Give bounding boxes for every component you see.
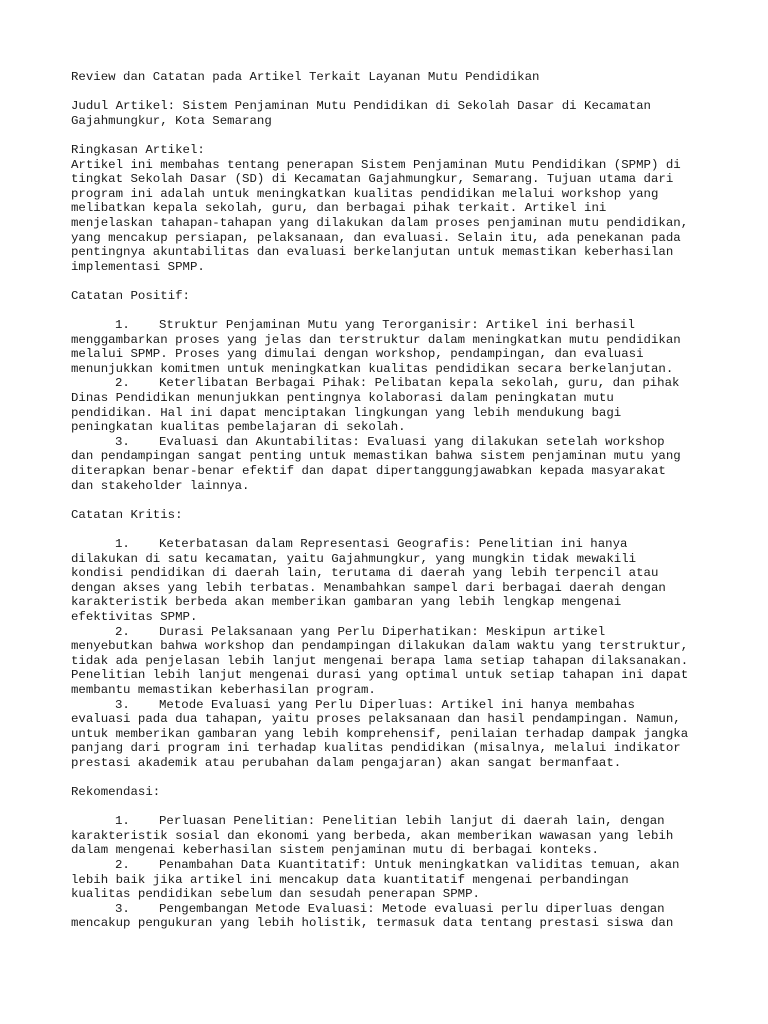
kritis-item-line: karakteristik berbeda akan memberikan gambaran yang lebih lengkap mengenai: [71, 595, 622, 610]
rekomendasi-item-line: mencakup pengukuran yang lebih holistik, termasuk data tentang prestasi siswa dan: [71, 916, 674, 931]
spacer: [71, 522, 711, 537]
rekomendasi-item-first-line: [71, 858, 711, 873]
positif-item-first-line: [71, 435, 711, 450]
positif-item-first-line: [71, 376, 711, 391]
kritis-item-number: 3.: [115, 697, 130, 712]
positif-item-first-line: [71, 318, 711, 333]
spacer: [71, 304, 711, 319]
spacer: [71, 274, 711, 289]
kritis-item-first-line: [71, 537, 711, 552]
positif-item-line: dan pendampingan sangat penting untuk memastikan bahwa sistem penjaminan mutu yang: [71, 449, 681, 464]
positif-item-number: 3.: [115, 434, 130, 449]
ringkasan-line: menjelaskan tahapan-tahapan yang dilakukan dalam proses penjaminan mutu pendidikan,: [71, 215, 689, 230]
ringkasan-line: yang mencakup persiapan, pelaksanaan, dan evaluasi. Selain itu, ada penekanan pada: [71, 230, 681, 245]
spacer: [71, 128, 711, 143]
kritis-item-line: Penelitian lebih lanjut mengenai durasi yang optimal untuk setiap tahapan ini dapat: [71, 668, 689, 683]
spacer: [71, 800, 711, 815]
positif-item-line: menggambarkan proses yang jelas dan terstruktur dalam meningkatkan mutu pendidikan: [71, 332, 681, 347]
positif-item-line: melalui SPMP. Proses yang dimulai dengan workshop, pendampingan, dan evaluasi: [71, 347, 644, 362]
positif-item-line: pendidikan. Hal ini dapat menciptakan lingkungan yang lebih mendukung bagi: [71, 405, 622, 420]
rekomendasi-item-number: 1.: [115, 814, 130, 829]
rekomendasi-item-line: karakteristik sosial dan ekonomi yang berbeda, akan memberikan wawasan yang lebih: [71, 828, 674, 843]
rekomendasi-item-line: dalam mengenai keberhasilan sistem penjaminan mutu di berbagai konteks.: [71, 843, 599, 858]
rekomendasi-item-line: kualitas pendidikan sebelum dan sesudah penerapan SPMP.: [71, 887, 480, 902]
kritis-heading: Catatan Kritis:: [71, 507, 183, 522]
kritis-item-text: Durasi Pelaksanaan yang Perlu Diperhatikan: Meskipun artikel: [159, 624, 606, 639]
document-page: [71, 70, 711, 931]
kritis-item-line: menyebutkan bahwa workshop dan pendampingan dilakukan dalam waktu yang terstruktur,: [71, 639, 689, 654]
rekomendasi-item-first-line: [71, 902, 711, 917]
positif-item-line: peningkatan kualitas pembelajaran di sekolah.: [71, 420, 406, 435]
ringkasan-heading: Ringkasan Artikel:: [71, 142, 205, 157]
kritis-item-line: dilakukan di satu kecamatan, yaitu Gajahmungkur, yang mungkin tidak mewakili: [71, 551, 637, 566]
ringkasan-line: pentingnya akuntabilitas dan evaluasi berkelanjutan untuk memastikan keberhasilan: [71, 245, 674, 260]
kritis-item-line: kondisi pendidikan di daerah lain, terutama di daerah yang lebih terpencil atau: [71, 566, 659, 581]
rekomendasi-item-first-line: [71, 814, 711, 829]
kritis-item-number: 2.: [115, 624, 130, 639]
judul-line: Judul Artikel: Sistem Penjaminan Mutu Pendidikan di Sekolah Dasar di Kecamatan: [71, 99, 651, 114]
positif-list: [71, 318, 711, 493]
kritis-item-line: membantu memastikan keberhasilan program.: [71, 682, 376, 697]
rekomendasi-item-text: Perluasan Penelitian: Penelitian lebih lanjut di daerah lain, dengan: [159, 814, 665, 829]
kritis-item-text: Metode Evaluasi yang Perlu Diperluas: Artikel ini hanya membahas: [159, 697, 635, 712]
positif-item-number: 2.: [115, 376, 130, 391]
kritis-item-number: 1.: [115, 537, 130, 551]
spacer: [71, 771, 711, 786]
kritis-item-line: prestasi akademik atau perubahan dalam pengajaran) akan sangat bermanfaat.: [71, 755, 622, 770]
rekomendasi-item-number: 2.: [115, 858, 130, 873]
rekomendasi-list: [71, 814, 711, 931]
positif-item-text: Evaluasi dan Akuntabilitas: Evaluasi yang dilakukan setelah workshop: [159, 434, 665, 449]
rekomendasi-heading: Rekomendasi:: [71, 785, 161, 800]
positif-item-number: 1.: [115, 318, 130, 333]
kritis-item-line: efektivitas SPMP.: [71, 609, 198, 624]
kritis-item-first-line: [71, 698, 711, 713]
ringkasan-line: implementasi SPMP.: [71, 259, 205, 274]
rekomendasi-item-number: 3.: [115, 901, 130, 916]
document-title: Review dan Catatan pada Artikel Terkait Layanan Mutu Pendidikan: [71, 70, 540, 84]
rekomendasi-item-text: Pengembangan Metode Evaluasi: Metode evaluasi perlu diperluas dengan: [159, 901, 665, 916]
spacer: [71, 85, 711, 100]
spacer: [71, 493, 711, 508]
kritis-item-first-line: [71, 625, 711, 640]
ringkasan-line: program ini adalah untuk meningkatkan kualitas pendidikan melalui workshop yang: [71, 186, 659, 201]
kritis-item-text: Keterbatasan dalam Representasi Geografis: Penelitian ini hanya: [159, 537, 628, 551]
kritis-item-line: evaluasi pada dua tahapan, yaitu proses pelaksanaan dan hasil pendampingan. Namun,: [71, 712, 681, 727]
positif-item-line: diterapkan benar-benar efektif dan dapat dipertanggungjawabkan kepada masyarakat: [71, 464, 666, 479]
rekomendasi-item-text: Penambahan Data Kuantitatif: Untuk meningkatkan validitas temuan, akan: [159, 858, 680, 873]
ringkasan-line: Artikel ini membahas tentang penerapan Sistem Penjaminan Mutu Pendidikan (SPMP) di: [71, 157, 681, 172]
positif-item-text: Keterlibatan Berbagai Pihak: Pelibatan kepala sekolah, guru, dan pihak: [159, 376, 680, 391]
kritis-item-line: untuk memberikan gambaran yang lebih komprehensif, penilaian terhadap dampak jangka: [71, 726, 689, 741]
positif-item-line: Dinas Pendidikan menunjukkan pentingnya kolaborasi dalam peningkatan mutu: [71, 391, 614, 406]
ringkasan-line: tingkat Sekolah Dasar (SD) di Kecamatan Gajahmungkur, Semarang. Tujuan utama dari: [71, 172, 674, 187]
rekomendasi-item-line: lebih baik jika artikel ini mencakup data kuantitatif mengenai perbandingan: [71, 872, 629, 887]
kritis-item-line: tidak ada penjelasan lebih lanjut mengenai berapa lama setiap tahapan dilaksanakan.: [71, 653, 689, 668]
positif-heading: Catatan Positif:: [71, 288, 190, 303]
positif-item-line: menunjukkan komitmen untuk meningkatkan kualitas pendidikan secara berkelanjutan.: [71, 361, 674, 376]
judul-line: Gajahmungkur, Kota Semarang: [71, 113, 272, 128]
ringkasan-line: melibatkan kepala sekolah, guru, dan berbagai pihak terkait. Artikel ini: [71, 201, 607, 216]
positif-item-line: dan stakeholder lainnya.: [71, 478, 250, 493]
kritis-item-line: dengan akses yang lebih terbatas. Menambahkan sampel dari berbagai daerah dengan: [71, 580, 666, 595]
kritis-item-line: panjang dari program ini terhadap kualitas pendidikan (misalnya, melalui indikator: [71, 741, 681, 756]
kritis-list: [71, 537, 711, 771]
positif-item-text: Struktur Penjaminan Mutu yang Terorganisir: Artikel ini berhasil: [159, 318, 635, 333]
